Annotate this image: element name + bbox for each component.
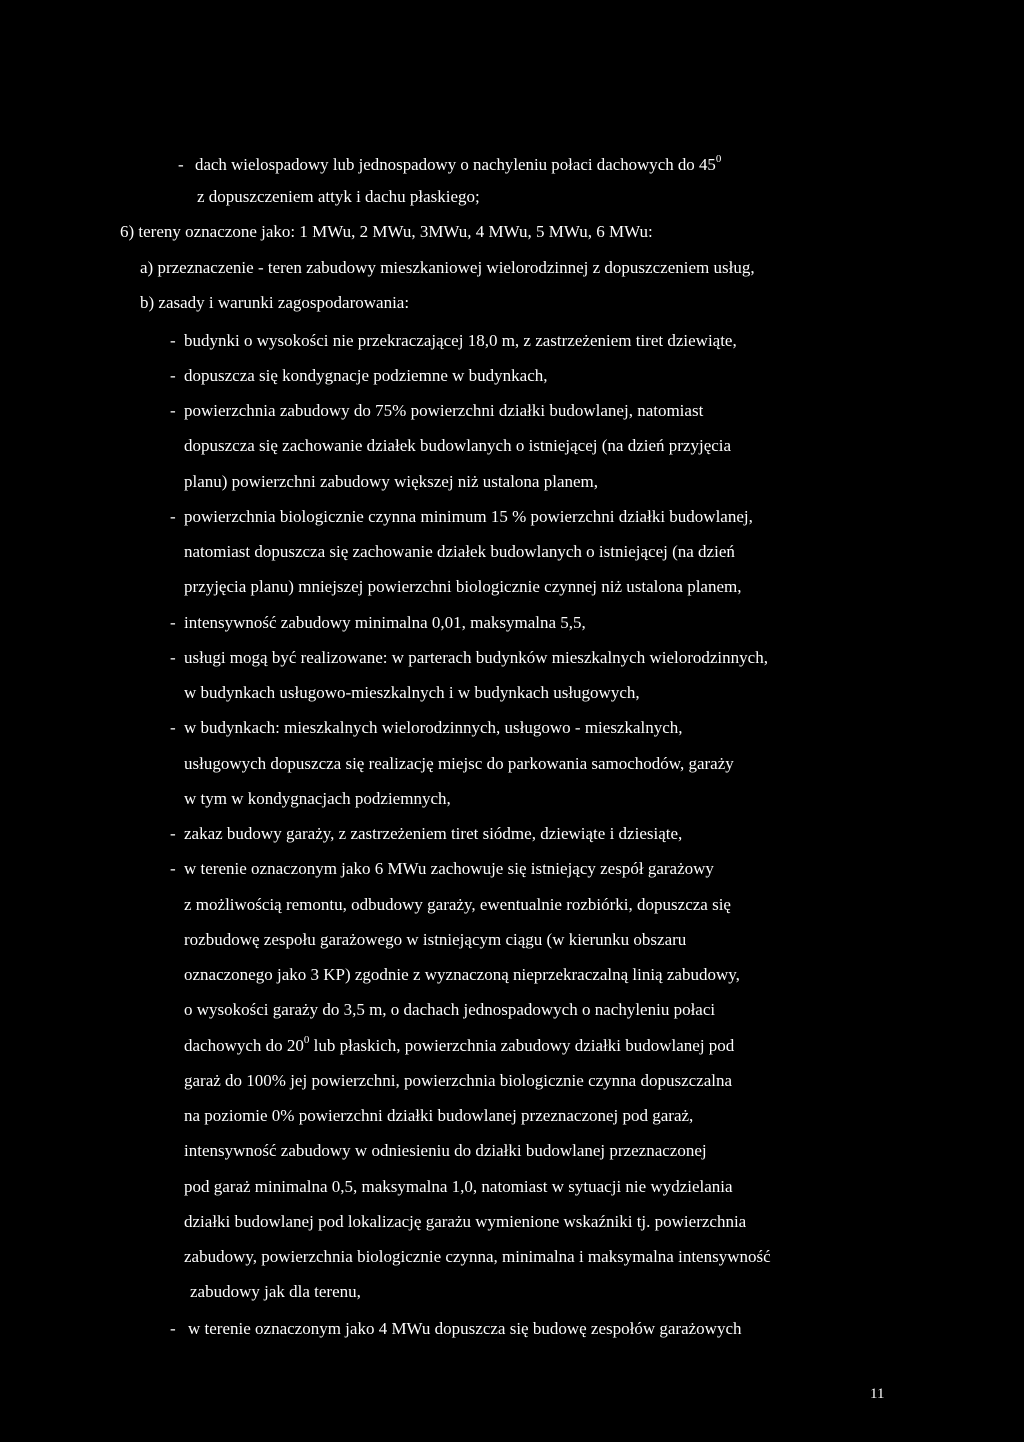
- text-line: powierzchnia biologicznie czynna minimum 15 % powierzchni działki budowlanej,: [184, 507, 753, 526]
- list-dash: -: [170, 824, 176, 843]
- text-line: w tym w kondygnacjach podziemnych,: [184, 789, 451, 808]
- text-line: [184, 1034, 735, 1055]
- text-line: zakaz budowy garaży, z zastrzeżeniem tiret siódme, dziewiąte i dziesiąte,: [184, 824, 683, 843]
- list-dash: -: [170, 507, 176, 526]
- text-segment: lub płaskich, powierzchnia zabudowy działki budowlanej pod: [309, 1036, 735, 1055]
- text-line: b) zasady i warunki zagospodarowania:: [140, 293, 410, 312]
- text-line: budynki o wysokości nie przekraczającej 18,0 m, z zastrzeżeniem tiret dziewiąte,: [184, 331, 737, 350]
- text-line: garaż do 100% jej powierzchni, powierzchnia biologicznie czynna dopuszczalna: [184, 1071, 733, 1090]
- text-line: w budynkach usługowo-mieszkalnych i w budynkach usługowych,: [184, 683, 640, 702]
- page-number: 11: [870, 1386, 885, 1402]
- text-line: usługowych dopuszcza się realizację miejsc do parkowania samochodów, garaży: [184, 754, 734, 773]
- text-line: w terenie oznaczonym jako 6 MWu zachowuje się istniejący zespół garażowy: [184, 859, 714, 878]
- text-segment: dachowych do 20: [184, 1036, 304, 1055]
- text-line: na poziomie 0% powierzchni działki budowlanej przeznaczonej pod garaż,: [184, 1106, 694, 1125]
- text-line: rozbudowę zespołu garażowego w istniejącym ciągu (w kierunku obszaru: [184, 930, 687, 949]
- text-line: intensywność zabudowy w odniesieniu do działki budowlanej przeznaczonej: [184, 1141, 707, 1160]
- text-line: zabudowy, powierzchnia biologicznie czynna, minimalna i maksymalna intensywność: [184, 1247, 771, 1266]
- list-dash: -: [170, 648, 176, 667]
- text-line: 6) tereny oznaczone jako: 1 MWu, 2 MWu, 3MWu, 4 MWu, 5 MWu, 6 MWu:: [120, 222, 653, 241]
- text-line: z możliwością remontu, odbudowy garaży, ewentualnie rozbiórki, dopuszcza się: [184, 895, 731, 914]
- list-dash: -: [170, 366, 176, 385]
- text-line: dopuszcza się zachowanie działek budowlanych o istniejącej (na dzień przyjęcia: [184, 436, 732, 455]
- list-dash: -: [170, 331, 176, 350]
- text-line: planu) powierzchni zabudowy większej niż ustalona planem,: [184, 472, 599, 491]
- text-line: [195, 153, 900, 174]
- text-segment: dach wielospadowy lub jednospadowy o nachyleniu połaci dachowych do 45: [195, 155, 716, 174]
- text-line: przyjęcia planu) mniejszej powierzchni biologicznie czynnej niż ustalona planem,: [184, 577, 742, 596]
- text-line: powierzchnia zabudowy do 75% powierzchni działki budowlanej, natomiast: [184, 401, 704, 420]
- list-dash: -: [170, 401, 176, 420]
- list-dash: -: [178, 155, 184, 174]
- list-dash: -: [170, 859, 176, 878]
- superscript: 0: [303, 1034, 310, 1046]
- text-line: w budynkach: mieszkalnych wielorodzinnych, usługowo - mieszkalnych,: [184, 718, 683, 737]
- text-line: z dopuszczeniem attyk i dachu płaskiego;: [197, 187, 480, 206]
- list-dash: -: [170, 1319, 176, 1338]
- text-line: a) przeznaczenie - teren zabudowy mieszkaniowej wielorodzinnej z dopuszczeniem usług,: [140, 258, 755, 277]
- text-line: o wysokości garaży do 3,5 m, o dachach jednospadowych o nachyleniu połaci: [184, 1000, 716, 1019]
- text-line: w terenie oznaczonym jako 4 MWu dopuszcza się budowę zespołów garażowych: [188, 1319, 742, 1338]
- text-line: dopuszcza się kondygnacje podziemne w budynkach,: [184, 366, 548, 385]
- text-line: natomiast dopuszcza się zachowanie działek budowlanych o istniejącej (na dzień: [184, 542, 735, 561]
- text-line: zabudowy jak dla terenu,: [190, 1282, 361, 1301]
- superscript: 0: [715, 153, 722, 165]
- list-dash: -: [170, 613, 176, 632]
- text-line: działki budowlanej pod lokalizację garażu wymienione wskaźniki tj. powierzchnia: [184, 1212, 747, 1231]
- text-line: oznaczonego jako 3 KP) zgodnie z wyznaczoną nieprzekraczalną linią zabudowy,: [184, 965, 740, 984]
- list-dash: -: [170, 718, 176, 737]
- text-line: intensywność zabudowy minimalna 0,01, maksymalna 5,5,: [184, 613, 586, 632]
- text-line: usługi mogą być realizowane: w parterach budynków mieszkalnych wielorodzinnych,: [184, 648, 768, 667]
- text-line: pod garaż minimalna 0,5, maksymalna 1,0, natomiast w sytuacji nie wydzielania: [184, 1177, 733, 1196]
